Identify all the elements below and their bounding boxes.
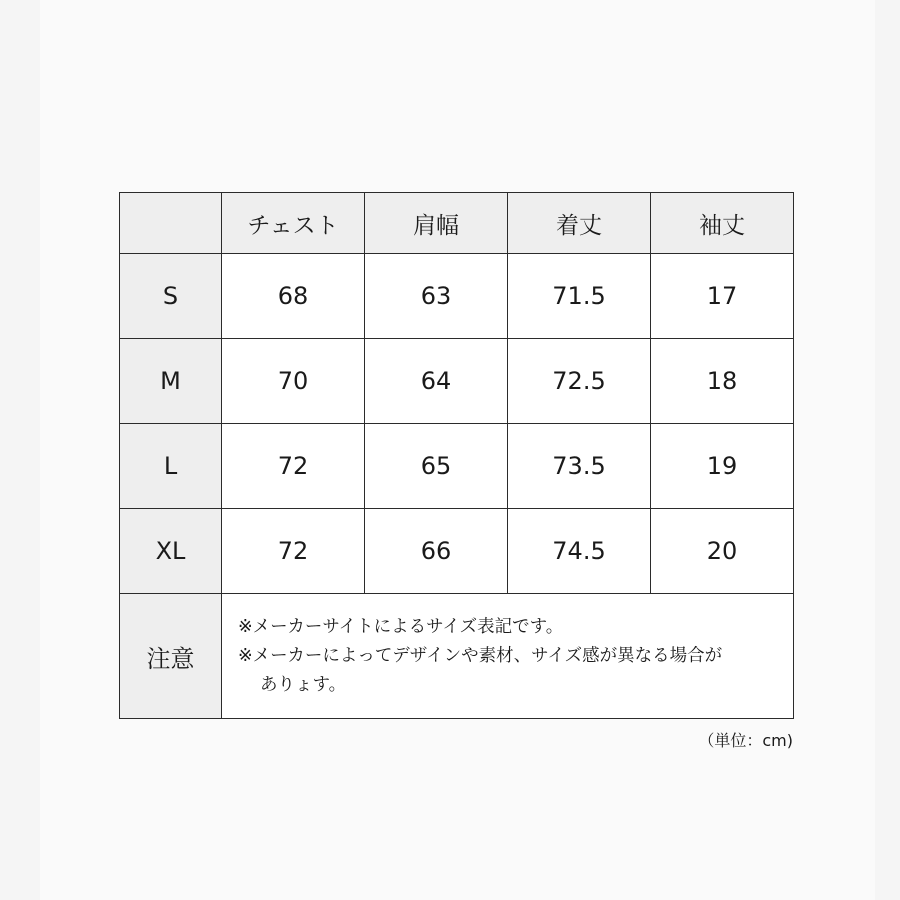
value-cell: 17	[651, 254, 794, 339]
value-cell: 70	[222, 339, 365, 424]
value-cell: 72.5	[508, 339, 651, 424]
size-label: XL	[120, 509, 222, 594]
header-length: 着丈	[508, 193, 651, 254]
note-line: ※メーカーによってデザインや素材、サイズ感が異なる場合が	[238, 645, 723, 666]
table-row	[120, 424, 794, 509]
note-row	[120, 594, 794, 719]
size-chart-table	[119, 192, 794, 719]
header-sleeve-length: 袖丈	[651, 193, 794, 254]
table-row	[120, 339, 794, 424]
header-chest: チェスト	[222, 193, 365, 254]
header-shoulder-width: 肩幅	[365, 193, 508, 254]
value-cell: 72	[222, 509, 365, 594]
header-row	[120, 193, 794, 254]
value-cell: 18	[651, 339, 794, 424]
value-cell: 64	[365, 339, 508, 424]
size-label: L	[120, 424, 222, 509]
value-cell: 66	[365, 509, 508, 594]
note-label: 注意	[120, 594, 222, 719]
note-text	[222, 594, 794, 719]
value-cell: 71.5	[508, 254, 651, 339]
header-corner-cell	[120, 193, 222, 254]
value-cell: 19	[651, 424, 794, 509]
value-cell: 73.5	[508, 424, 651, 509]
table-row	[120, 509, 794, 594]
value-cell: 72	[222, 424, 365, 509]
value-cell: 20	[651, 509, 794, 594]
note-line: ※メーカーサイトによるサイズ表記です。	[238, 616, 564, 637]
size-label: M	[120, 339, 222, 424]
value-cell: 65	[365, 424, 508, 509]
table-row	[120, 254, 794, 339]
size-label: S	[120, 254, 222, 339]
value-cell: 74.5	[508, 509, 651, 594]
unit-label: （単位：cm)	[698, 731, 793, 750]
note-line: ありょす。	[260, 674, 347, 695]
value-cell: 63	[365, 254, 508, 339]
value-cell: 68	[222, 254, 365, 339]
